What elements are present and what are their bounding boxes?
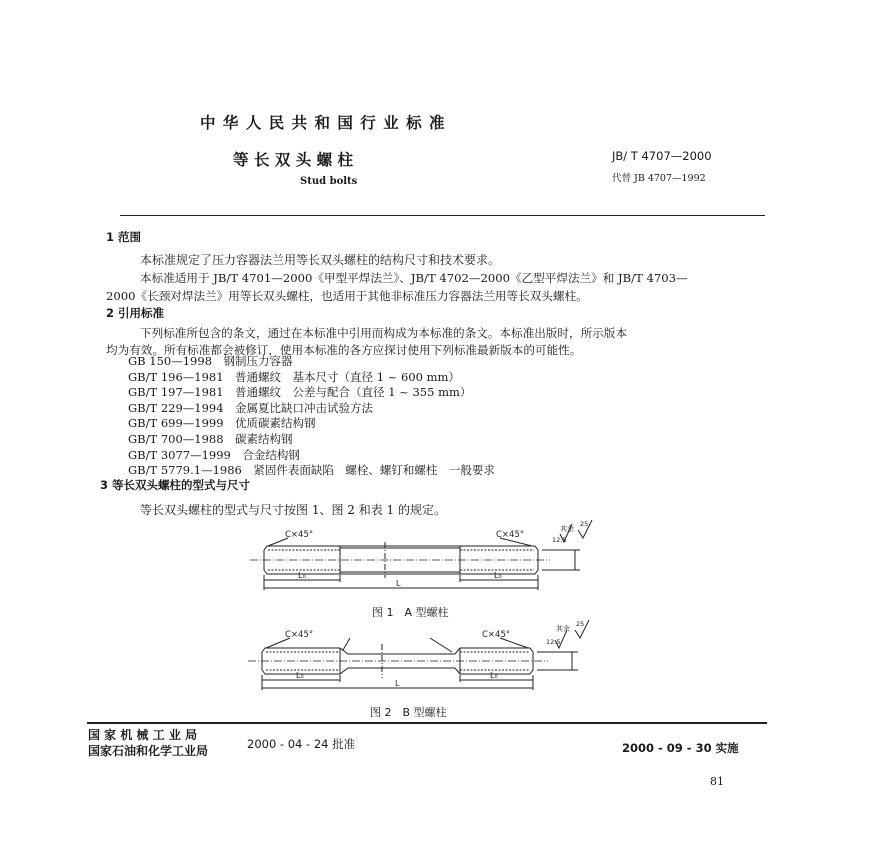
figure-1-chamfer-right: C×45°: [496, 530, 525, 540]
figure-2-type-b-stud-drawing: [0, 616, 870, 716]
section-3-paragraph: 等长双头螺柱的型式与尺寸按图 1、图 2 和表 1 的规定。: [140, 503, 446, 517]
figure-2-rest-label: 其余: [556, 625, 570, 633]
figure-2-chamfer-right: C×45°: [482, 630, 511, 640]
figure-1-l0-right: L₀: [494, 571, 502, 580]
figure-1-rest-label: 其余: [560, 525, 574, 533]
section-1-paragraph-2-line-1: 本标准适用于 JB/T 4701—2000《甲型平焊法兰》、JB/T 4702—2000《乙型平焊法兰》和 JB/T 4703—: [140, 271, 688, 285]
figure-1-chamfer-left: C×45°: [285, 530, 314, 540]
page-number: 81: [710, 775, 724, 788]
section-1-heading: 1 范围: [106, 230, 142, 244]
figure-2-rest-roughness: 25: [576, 620, 585, 628]
figure-2-l0-right: L₀: [490, 671, 498, 680]
referenced-standards-list: [128, 354, 495, 479]
english-title: Stud bolts: [300, 176, 358, 187]
header-rule: [120, 215, 765, 216]
reference-item: GB/T 5779.1—1986 紧固件表面缺陷 螺栓、螺钉和螺柱 一般要求: [128, 463, 495, 478]
issuer-1: 国 家 机 械 工 业 局: [88, 728, 198, 742]
figure-1-roughness: 12.5: [552, 536, 567, 544]
approval-date: 2000 - 04 - 24 批准: [247, 737, 356, 751]
replaces-note: 代替 JB 4707—1992: [612, 173, 706, 184]
figure-1-caption: 图 1 A 型螺柱: [372, 606, 449, 619]
issuer-2: 国家石油和化学工业局: [88, 744, 209, 758]
reference-item: GB/T 229—1994 金属夏比缺口冲击试验方法: [128, 400, 374, 415]
figure-2-chamfer-left: C×45°: [285, 630, 314, 640]
section-2-paragraph-line-1: 下列标准所包含的条文，通过在本标准中引用而构成为本标准的条文。本标准出版时，所示版本: [140, 326, 627, 340]
document-title: 等 长 双 头 螺 柱: [233, 151, 353, 169]
figure-1-l: L: [396, 579, 401, 588]
section-3-heading: 3 等长双头螺柱的型式与尺寸: [100, 478, 251, 492]
reference-item: GB/T 699—1999 优质碳素结构钢: [128, 416, 316, 431]
figure-2-caption: 图 2 B 型螺柱: [370, 706, 447, 719]
reference-item: GB/T 196—1981 普通螺纹 基本尺寸（直径 1 ~ 600 mm）: [128, 369, 460, 384]
figure-2-roughness: 12.5: [546, 638, 561, 646]
section-2-paragraph-line-2: 均为有效。所有标准都会被修订，使用本标准的各方应探讨使用下列标准最新版本的可能性。: [106, 343, 582, 357]
standard-number: JB/ T 4707—2000: [612, 149, 712, 163]
section-2-heading: 2 引用标准: [106, 306, 165, 320]
figure-1-l0-left: L₀: [298, 571, 306, 580]
figure-1-rest-roughness: 25: [580, 520, 589, 528]
effective-date: 2000 - 09 - 30 实施: [622, 741, 739, 755]
reference-item: GB/T 197—1981 普通螺纹 公差与配合（直径 1 ~ 355 mm）: [128, 385, 472, 400]
reference-item: GB/T 3077—1999 合金结构钢: [128, 447, 300, 462]
reference-item: GB 150—1998 钢制压力容器: [128, 354, 293, 368]
section-1-paragraph-2-line-2: 2000《长颈对焊法兰》用等长双头螺柱，也适用于其他非标准压力容器法兰用等长双头螺柱。: [106, 289, 588, 303]
figure-2-l: L: [395, 679, 400, 688]
national-standard-heading: 中 华 人 民 共 和 国 行 业 标 准: [200, 114, 446, 132]
footer-rule: [87, 722, 767, 724]
section-1-paragraph-1: 本标准规定了压力容器法兰用等长双头螺柱的结构尺寸和技术要求。: [140, 253, 501, 267]
reference-item: GB/T 700—1988 碳素结构钢: [128, 431, 293, 446]
figure-2-l0-left: L₀: [296, 671, 304, 680]
